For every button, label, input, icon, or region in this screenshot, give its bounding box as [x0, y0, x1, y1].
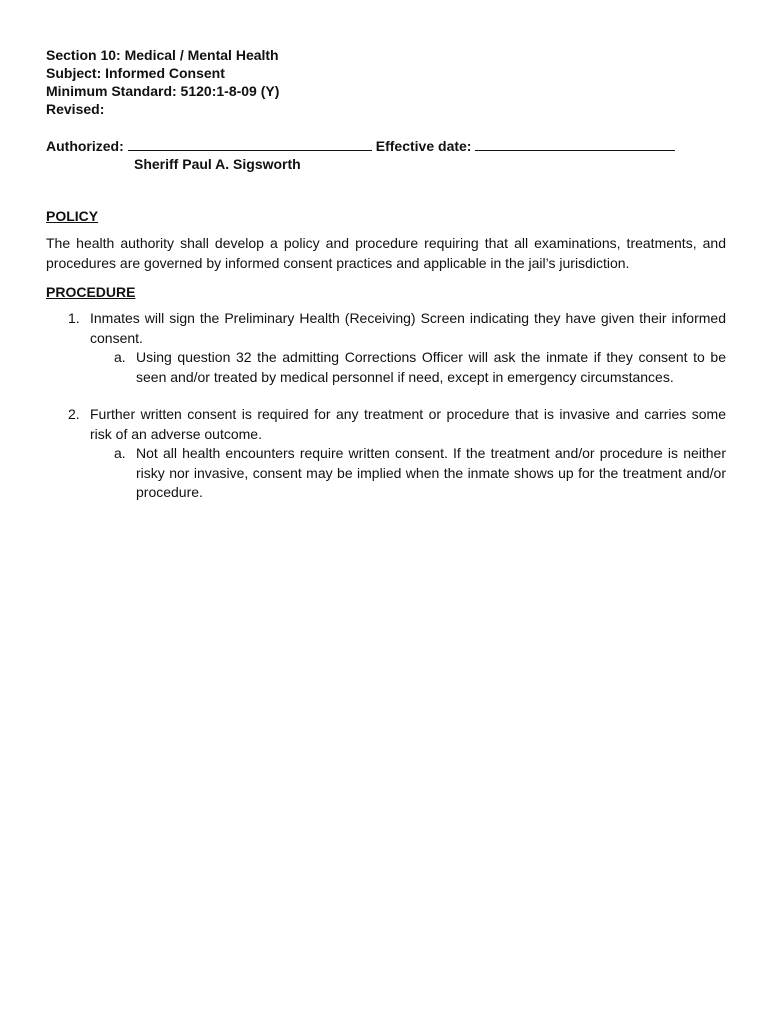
sub-list-item-text: Not all health encounters require written consent. If the treatment and/or procedure is neither risky nor invasive, consent may be implied when the inmate shows up for the treatment and/or procedure.: [136, 445, 726, 500]
sub-list-item-text: Using question 32 the admitting Corrections Officer will ask the inmate if they consent to be seen and/or treated by medical personnel if need, except in emergency circumstances.: [136, 349, 726, 385]
list-item: [46, 309, 726, 387]
policy-heading: POLICY: [46, 208, 99, 224]
document-header: [46, 46, 726, 118]
authorization-row: [46, 136, 726, 155]
list-item: [46, 405, 726, 503]
document-page: [46, 46, 726, 503]
sub-list-item: [90, 444, 726, 503]
effective-date-line: [475, 136, 675, 151]
sub-list-item-letter: a.: [114, 445, 126, 461]
sub-list-item-letter: a.: [114, 349, 126, 365]
subject-line: Subject: Informed Consent: [46, 65, 225, 81]
authorized-signature-line: [128, 136, 372, 151]
list-item-text: Inmates will sign the Preliminary Health (Receiving) Screen indicating they have given their informed consent.: [90, 310, 726, 346]
minimum-standard-line: Minimum Standard: 5120:1-8-09 (Y): [46, 83, 280, 99]
list-item-number: 2.: [68, 406, 80, 422]
sub-list-item: [90, 348, 726, 387]
authorized-label: Authorized:: [46, 138, 124, 154]
effective-date-label: Effective date:: [375, 138, 472, 154]
list-item-number: 1.: [68, 310, 80, 326]
signer-name: Sheriff Paul A. Sigsworth: [134, 156, 301, 172]
procedure-heading: PROCEDURE: [46, 284, 136, 300]
authorization-block: [46, 136, 726, 173]
list-item-text: Further written consent is required for any treatment or procedure that is invasive and carries some risk of an adverse outcome.: [90, 406, 726, 442]
procedure-list: [46, 309, 726, 503]
revised-line: Revised:: [46, 101, 105, 117]
policy-text: The health authority shall develop a policy and procedure requiring that all examinations, treatments, and procedures are governed by informed consent practices and applicable in the jail’s jurisdiction.: [46, 235, 726, 271]
section-title: Section 10: Medical / Mental Health: [46, 47, 279, 63]
